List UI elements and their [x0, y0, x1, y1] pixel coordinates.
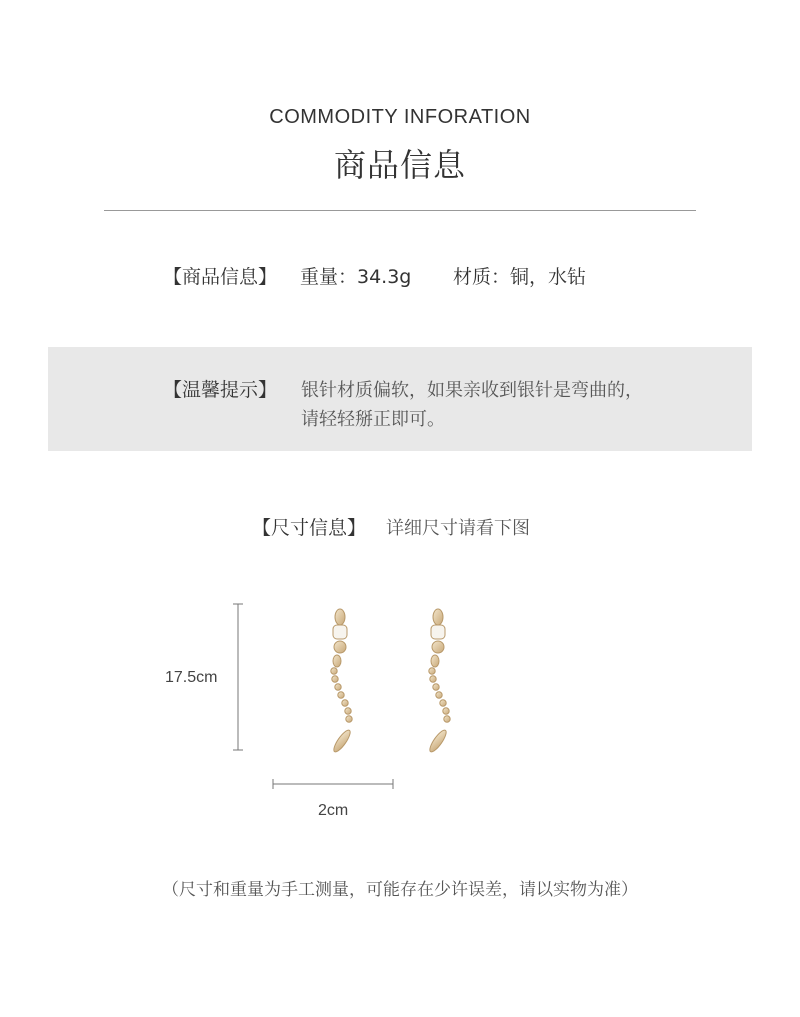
earring-right: [427, 609, 450, 754]
width-dimension-line: [270, 776, 398, 792]
earrings-image: [320, 605, 480, 760]
height-label: 17.5cm: [165, 669, 218, 686]
footnote: （尺寸和重量为手工测量，可能存在少许误差，请以实物为准）: [162, 880, 638, 900]
height-dimension-line: [230, 600, 250, 755]
tips-label: 【温馨提示】: [163, 379, 278, 401]
material-value: 材质：铜，水钻: [453, 266, 587, 288]
chinese-title: 商品信息: [333, 146, 466, 184]
weight-value: 重量：34.3g: [300, 266, 412, 288]
earring-left: [331, 609, 353, 754]
product-info-label: 【商品信息】: [163, 266, 278, 288]
size-info-text: 详细尺寸请看下图: [386, 518, 530, 539]
tips-line-1: 银针材质偏软，如果亲收到银针是弯曲的，: [301, 380, 643, 401]
width-label: 2cm: [318, 802, 349, 819]
tips-line-2: 请轻轻掰正即可。: [301, 409, 445, 430]
size-info-label: 【尺寸信息】: [252, 517, 367, 539]
title-divider: [104, 210, 696, 211]
english-title: COMMODITY INFORATION: [269, 106, 531, 128]
